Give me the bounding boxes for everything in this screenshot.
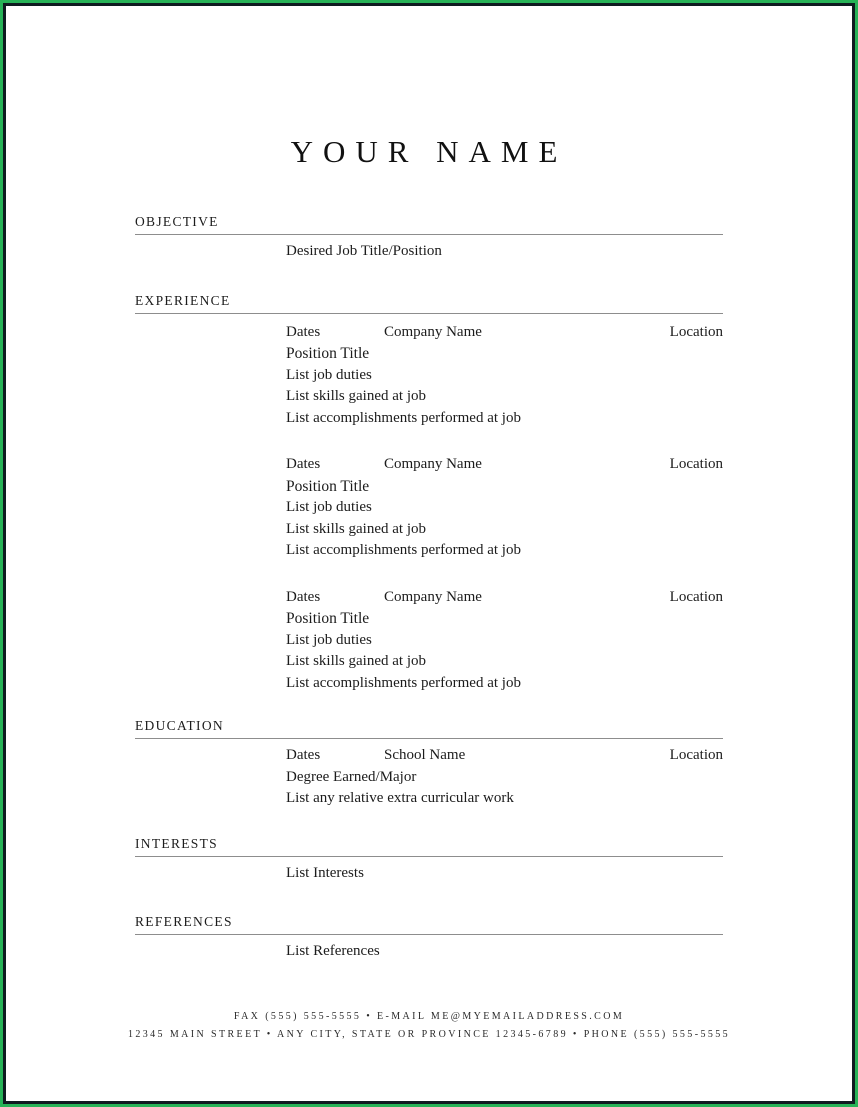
experience-entry [286, 587, 723, 695]
experience-dates: Dates [286, 588, 321, 605]
experience-accomplishments-line: List accomplishments performed at job [286, 674, 521, 691]
section-education [135, 718, 723, 810]
resume-page [3, 3, 855, 1104]
objective-heading: OBJECTIVE [135, 214, 723, 235]
experience-location: Location [669, 588, 723, 605]
experience-position-title: Position Title [286, 477, 370, 495]
references-content: List References [286, 943, 380, 959]
experience-position-title: Position Title [286, 345, 370, 362]
education-degree-line: Degree Earned/Major [286, 768, 417, 785]
experience-entry-header [286, 454, 723, 476]
experience-accomplishments-line: List accomplishments performed at job [286, 409, 521, 426]
section-interests [135, 836, 723, 885]
experience-skills-line: List skills gained at job [286, 653, 426, 669]
section-experience [135, 293, 723, 695]
footer-fax-email-line: FAX (555) 555-5555 • E-MAIL ME@MYEMAILADDRESS.COM [233, 1011, 625, 1022]
resume-content [6, 134, 852, 963]
section-references [135, 914, 723, 963]
footer-address-phone-line: 12345 MAIN STREET • ANY CITY, STATE OR PROVINCE 12345-6789 • PHONE (555) 555-5555 [127, 1029, 731, 1040]
experience-entry [286, 454, 723, 562]
experience-duty-line: List job duties [286, 499, 372, 515]
education-entry-header [286, 745, 723, 767]
references-heading: REFERENCES [135, 914, 723, 935]
experience-skills-line: List skills gained at job [286, 388, 426, 404]
experience-position-title: Position Title [286, 610, 370, 627]
experience-skills-line: List skills gained at job [286, 520, 426, 537]
education-heading: EDUCATION [135, 718, 723, 739]
experience-duty-line: List job duties [286, 366, 372, 383]
experience-company: Company Name [384, 323, 482, 340]
education-extra-line: List any relative extra curricular work [286, 790, 514, 806]
experience-duty-line: List job duties [286, 631, 372, 648]
experience-accomplishments-line: List accomplishments performed at job [286, 542, 521, 558]
education-location: Location [669, 747, 723, 763]
education-school: School Name [384, 747, 466, 763]
experience-entry [286, 322, 723, 430]
experience-dates: Dates [286, 323, 321, 340]
experience-company: Company Name [384, 456, 482, 472]
education-dates: Dates [286, 747, 321, 763]
objective-content: Desired Job Title/Position [286, 243, 442, 259]
contact-footer [6, 1008, 852, 1044]
section-objective [135, 214, 723, 263]
experience-company: Company Name [384, 588, 482, 605]
experience-dates: Dates [286, 456, 321, 472]
education-content [286, 745, 723, 810]
interests-heading: INTERESTS [135, 836, 723, 857]
resume-name-title: YOUR NAME [290, 134, 568, 169]
experience-heading: EXPERIENCE [135, 293, 723, 314]
interests-content: List Interests [286, 864, 364, 881]
experience-entry-header [286, 322, 723, 344]
experience-location: Location [669, 323, 723, 340]
experience-entry-header [286, 587, 723, 609]
experience-location: Location [669, 456, 723, 472]
